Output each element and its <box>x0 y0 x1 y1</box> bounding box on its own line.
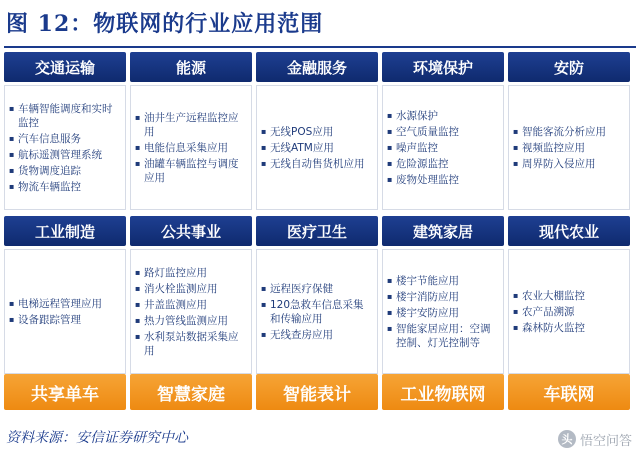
category-header: 金融服务 <box>256 52 378 82</box>
category-header: 交通运输 <box>4 52 126 82</box>
list-item <box>387 274 500 288</box>
list-item <box>387 322 500 350</box>
list-item <box>261 125 374 139</box>
list-item-text: 农业大棚监控 <box>522 289 585 302</box>
highlight-label: 智慧家庭 <box>130 374 252 410</box>
list-item <box>387 109 500 123</box>
bullet-icon: ▪ <box>261 283 267 293</box>
bullet-icon: ▪ <box>261 126 267 136</box>
bullet-icon: ▪ <box>9 298 15 308</box>
list-item-text: 视频监控应用 <box>522 141 585 154</box>
category-item-list <box>4 85 126 210</box>
source-note: 资料来源：安信证券研究中心 <box>6 430 188 446</box>
bullet-icon: ▪ <box>135 315 141 325</box>
list-item-text: 油井生产远程监控应用 <box>144 111 239 138</box>
list-item <box>135 157 248 185</box>
highlight-row <box>4 374 636 410</box>
list-item <box>261 328 374 342</box>
list-item-text: 电能信息采集应用 <box>144 141 228 154</box>
bullet-icon: ▪ <box>387 275 393 285</box>
list-item-text: 消火栓监测应用 <box>144 282 218 295</box>
list-item <box>261 282 374 296</box>
category-item-list <box>130 249 252 374</box>
list-item-text: 楼宇安防应用 <box>396 306 459 319</box>
bullet-icon: ▪ <box>387 307 393 317</box>
list-item <box>261 298 374 326</box>
category-header: 现代农业 <box>508 216 630 246</box>
list-item-text: 物流车辆监控 <box>18 180 81 193</box>
list-item-text: 楼宇节能应用 <box>396 274 459 287</box>
bullet-icon: ▪ <box>135 331 141 341</box>
list-item <box>135 141 248 155</box>
list-item-text: 无线ATM应用 <box>270 141 334 154</box>
list-item <box>387 141 500 155</box>
list-item <box>9 297 122 311</box>
watermark <box>558 428 632 450</box>
list-item-text: 远程医疗保健 <box>270 282 333 295</box>
bullet-icon: ▪ <box>9 103 15 113</box>
figure-title: 图 12：物联网的行业应用范围 <box>6 10 324 37</box>
bullet-icon: ▪ <box>261 329 267 339</box>
bullet-icon: ▪ <box>513 306 519 316</box>
list-item <box>513 321 626 335</box>
category-header: 医疗卫生 <box>256 216 378 246</box>
bullet-icon: ▪ <box>135 142 141 152</box>
list-item <box>135 330 248 358</box>
watermark-text: 悟空问答 <box>579 433 632 449</box>
list-item-text: 森林防火监控 <box>522 321 585 334</box>
list-item <box>387 157 500 171</box>
list-item <box>387 125 500 139</box>
bullet-icon: ▪ <box>135 283 141 293</box>
category-header: 工业制造 <box>4 216 126 246</box>
bullet-icon: ▪ <box>135 158 141 168</box>
bullet-icon: ▪ <box>9 165 15 175</box>
list-item-text: 航标遥测管理系统 <box>18 148 102 161</box>
category-header: 公共事业 <box>130 216 252 246</box>
list-item <box>387 173 500 187</box>
bullet-icon: ▪ <box>387 158 393 168</box>
list-item <box>387 306 500 320</box>
list-item-text: 120急救车信息采集和传输应用 <box>270 298 364 325</box>
list-item <box>9 164 122 178</box>
list-item <box>513 141 626 155</box>
category-item-list <box>382 85 504 210</box>
category-item-list <box>508 85 630 210</box>
bullet-icon: ▪ <box>513 322 519 332</box>
list-item <box>261 157 374 171</box>
list-item-text: 热力管线监测应用 <box>144 314 228 327</box>
list-item <box>9 148 122 162</box>
bullet-icon: ▪ <box>513 290 519 300</box>
list-item <box>513 289 626 303</box>
bullet-icon: ▪ <box>387 323 393 333</box>
bullet-icon: ▪ <box>9 149 15 159</box>
bullet-icon: ▪ <box>387 291 393 301</box>
list-item-text: 油罐车辆监控与调度应用 <box>144 157 239 184</box>
list-item-text: 水源保护 <box>396 109 438 122</box>
bullet-icon: ▪ <box>513 158 519 168</box>
category-item-list <box>4 249 126 374</box>
list-item-text: 车辆智能调度和实时监控 <box>18 102 113 129</box>
list-item-text: 井盖监测应用 <box>144 298 207 311</box>
bullet-icon: ▪ <box>387 126 393 136</box>
list-item <box>9 132 122 146</box>
list-item <box>261 141 374 155</box>
list-item-text: 噪声监控 <box>396 141 438 154</box>
list-item-text: 电梯远程管理应用 <box>18 297 102 310</box>
list-item <box>135 266 248 280</box>
category-item-list <box>256 85 378 210</box>
bullet-icon: ▪ <box>387 142 393 152</box>
list-item-text: 楼宇消防应用 <box>396 290 459 303</box>
list-item <box>135 298 248 312</box>
highlight-label: 智能表计 <box>256 374 378 410</box>
highlight-label: 共享单车 <box>4 374 126 410</box>
title-divider <box>4 46 636 48</box>
list-item <box>513 305 626 319</box>
list-item-text: 农产品溯源 <box>522 305 575 318</box>
list-item-text: 无线自动售货机应用 <box>270 157 365 170</box>
bullet-icon: ▪ <box>513 142 519 152</box>
bullet-icon: ▪ <box>9 133 15 143</box>
list-item-text: 智能客流分析应用 <box>522 125 606 138</box>
list-item-text: 智能家居应用：空调控制、灯光控制等 <box>396 322 491 349</box>
list-item-text: 汽车信息服务 <box>18 132 81 145</box>
list-item <box>135 314 248 328</box>
bullet-icon: ▪ <box>135 267 141 277</box>
highlight-label: 工业物联网 <box>382 374 504 410</box>
list-item-text: 周界防入侵应用 <box>522 157 596 170</box>
category-header: 建筑家居 <box>382 216 504 246</box>
bullet-icon: ▪ <box>513 126 519 136</box>
watermark-logo-icon: 头 <box>558 430 576 448</box>
list-item <box>135 282 248 296</box>
bullet-icon: ▪ <box>135 112 141 122</box>
category-header: 能源 <box>130 52 252 82</box>
list-item-text: 设备跟踪管理 <box>18 313 81 326</box>
category-item-list <box>130 85 252 210</box>
list-item <box>513 125 626 139</box>
list-item <box>513 157 626 171</box>
bullet-icon: ▪ <box>9 314 15 324</box>
category-item-list <box>508 249 630 374</box>
highlight-label: 车联网 <box>508 374 630 410</box>
list-item-text: 废物处理监控 <box>396 173 459 186</box>
bullet-icon: ▪ <box>387 110 393 120</box>
list-item-text: 危险源监控 <box>396 157 449 170</box>
list-item-text: 水利泵站数据采集应用 <box>144 330 239 357</box>
category-item-list <box>256 249 378 374</box>
bullet-icon: ▪ <box>135 299 141 309</box>
bullet-icon: ▪ <box>261 158 267 168</box>
list-item <box>9 180 122 194</box>
category-header: 安防 <box>508 52 630 82</box>
list-item <box>9 313 122 327</box>
list-item-text: 路灯监控应用 <box>144 266 207 279</box>
list-item <box>387 290 500 304</box>
list-item <box>9 102 122 130</box>
list-item-text: 货物调度追踪 <box>18 164 81 177</box>
bullet-icon: ▪ <box>387 174 393 184</box>
category-header: 环境保护 <box>382 52 504 82</box>
list-item-text: 无线查房应用 <box>270 328 333 341</box>
list-item-text: 空气质量监控 <box>396 125 459 138</box>
category-item-list <box>382 249 504 374</box>
bullet-icon: ▪ <box>261 142 267 152</box>
bullet-icon: ▪ <box>9 181 15 191</box>
bullet-icon: ▪ <box>261 299 267 309</box>
list-item-text: 无线POS应用 <box>270 125 334 138</box>
list-item <box>135 111 248 139</box>
